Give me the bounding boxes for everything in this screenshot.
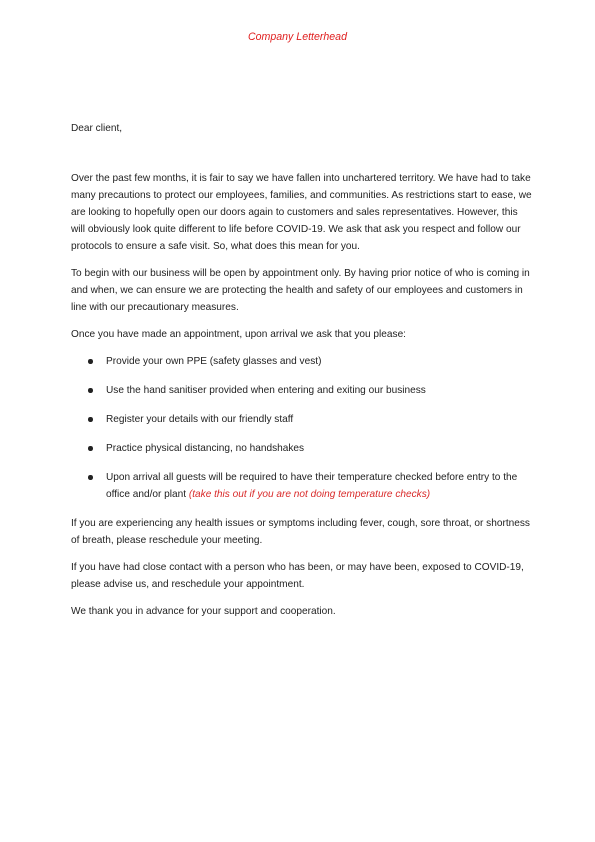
salutation: Dear client,: [71, 123, 123, 134]
list-item-text: Register your details with our friendly staff: [106, 414, 294, 425]
paragraph-exposure: If you have had close contact with a person who has been, or may have been, exposed to COVID-19, please advise us, and reschedule your appointment.: [71, 562, 524, 590]
list-item: [71, 411, 533, 428]
bullet-dot-icon: [88, 417, 93, 422]
arrival-checklist: [71, 353, 533, 503]
letterhead-title: Company Letterhead: [248, 31, 347, 43]
letter-body: [71, 120, 533, 630]
list-item-text: Upon arrival all guests will be required to have their temperature checked before entry to the office and/or plant: [106, 472, 518, 500]
temperature-check-note: (take this out if you are not doing temperature checks): [188, 489, 431, 500]
bullet-dot-icon: [88, 359, 93, 364]
paragraph-appointments: To begin with our business will be open by appointment only. By having prior notice of who is coming in and when, we can ensure we are protecting the health and safety of our employees and customers in line with our precautionary measures.: [71, 268, 530, 313]
list-item-text: Practice physical distancing, no handshakes: [106, 443, 305, 454]
bullet-dot-icon: [88, 388, 93, 393]
paragraph-thanks: We thank you in advance for your support and cooperation.: [71, 606, 336, 617]
paragraph-intro: Over the past few months, it is fair to say we have fallen into unchartered territory. We have had to take many precautions to protect our employees, families, and communities. As restrictions start to ease, we are looking to hopefully open our doors again to customers and sales representatives. However, this will obviously look quite different to life before COVID-19. We ask that ask you respect and follow our protocols to ensure a safe visit. So, what does this mean for you.: [71, 173, 532, 252]
list-item-text: Provide your own PPE (safety glasses and vest): [106, 356, 322, 367]
list-item: [71, 353, 533, 370]
bullet-dot-icon: [88, 446, 93, 451]
paragraph-arrival: Once you have made an appointment, upon arrival we ask that you please:: [71, 329, 406, 340]
paragraph-symptoms: If you are experiencing any health issues or symptoms including fever, cough, sore throat, or shortness of breath, please reschedule your meeting.: [71, 518, 530, 546]
list-item-text: Use the hand sanitiser provided when entering and exiting our business: [106, 385, 426, 396]
list-item: [71, 469, 533, 503]
bullet-dot-icon: [88, 475, 93, 480]
list-item: [71, 440, 533, 457]
list-item: [71, 382, 533, 399]
